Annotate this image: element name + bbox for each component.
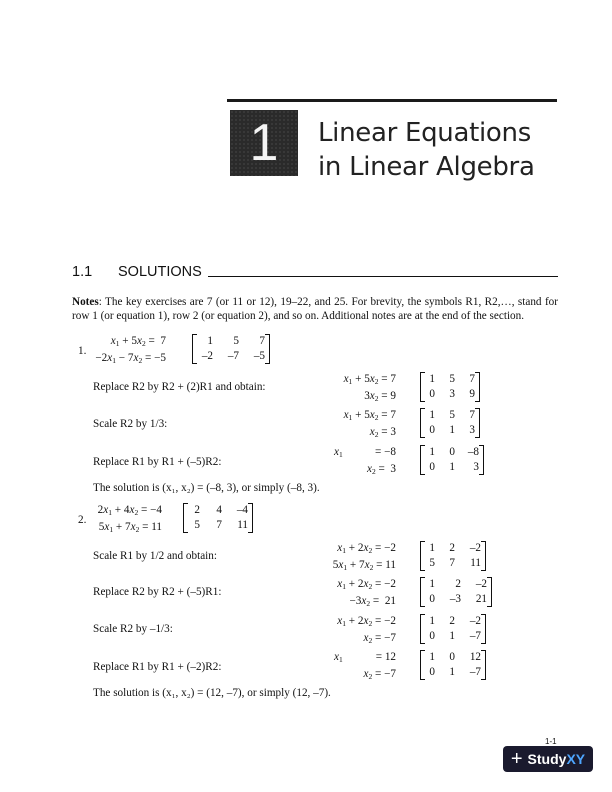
section-rule	[208, 276, 558, 277]
p1-matrix-step3: 1 0 –8 0 1 3	[420, 445, 484, 475]
p1-matrix-step1: 1 5 7 0 3 9	[420, 372, 480, 402]
brand-name: StudyXY	[527, 751, 586, 767]
p2-step-3: Scale R2 by –1/3:	[93, 623, 173, 635]
p2-step-4: Replace R1 by R1 + (–2)R2:	[93, 661, 222, 673]
p1-system-step2: $x_1 + 5x_2 = 7$ $x_2 = 3$	[343, 409, 396, 439]
problem-2-label: 2.	[78, 514, 87, 526]
section-heading	[72, 264, 558, 280]
p2-solution: The solution is (x₁, x₂) = (12, –7), or simply (12, –7).	[93, 687, 331, 699]
chapter-number-box	[230, 110, 298, 176]
chapter-title-line2: in Linear Algebra	[318, 152, 535, 182]
section-number: 1.1	[72, 264, 93, 280]
header-rule	[227, 99, 557, 102]
p2-matrix-original: 2 4 –4 5 7 11	[183, 503, 253, 533]
p2-system-step4: $x_1$ = 12 $x_2 = -7$	[334, 651, 396, 681]
p1-matrix-original: 1 5 7 –2 –7 –5	[192, 334, 270, 364]
chapter-title-line1: Linear Equations	[318, 118, 531, 148]
p2-system-step1: $x_1 + 2x_2 = -2$ $5x_1 + 7x_2 = 11$	[332, 542, 396, 572]
plus-icon: +	[510, 748, 523, 770]
p2-step-1: Scale R1 by 1/2 and obtain:	[93, 550, 217, 562]
p2-matrix-step1: 1 2 –2 5 7 11	[420, 541, 486, 571]
p2-system-original: $2x_1 + 4x_2 = -4$ $5x_1 + 7x_2 = 11$	[97, 504, 162, 534]
p2-system-step2: $x_1 + 2x_2 = -2$ $-3x_2 = 21$	[337, 578, 396, 608]
p2-matrix-step2: 1 2 –2 0 –3 21	[420, 577, 492, 607]
p1-matrix-step2: 1 5 7 0 1 3	[420, 408, 480, 438]
notes-paragraph	[72, 296, 558, 323]
p2-matrix-step4: 1 0 12 0 1 –7	[420, 650, 486, 680]
p2-system-step3: $x_1 + 2x_2 = -2$ $x_2 = -7$	[337, 615, 396, 645]
p1-solution: The solution is (x₁, x₂) = (–8, 3), or simply (–8, 3).	[93, 482, 320, 494]
p2-step-2: Replace R2 by R2 + (–5)R1:	[93, 586, 222, 598]
p1-step-1: Replace R2 by R2 + (2)R1 and obtain:	[93, 381, 266, 393]
p2-matrix-step3: 1 2 –2 0 1 –7	[420, 614, 486, 644]
notes-label: Notes	[72, 296, 99, 308]
notes-text: : The key exercises are 7 (or 11 or 12), 19–22, and 25. For brevity, the symbols R1, R2,…, stand for row 1 (or equation 1), row 2 (or equation 2), and so on. Additional notes are at the end of the section.	[72, 296, 558, 322]
studyxy-badge[interactable]	[503, 746, 593, 772]
p1-step-3: Replace R1 by R1 + (–5)R2:	[93, 456, 222, 468]
chapter-number: 1	[249, 114, 279, 172]
p1-step-2: Scale R2 by 1/3:	[93, 418, 168, 430]
problem-1-label: 1.	[78, 345, 87, 357]
chapter-title	[318, 116, 535, 184]
p1-system-step1: $x_1 + 5x_2 = 7$ $3x_2 = 9$	[343, 373, 396, 403]
p1-system-step3: $x_1$ = −8 $x_2 = 3$	[334, 446, 396, 476]
p1-system-original: $x_1 + 5x_2 = 7$ $-2x_1 - 7x_2 = -5$	[95, 335, 166, 365]
page-number: 1-1	[545, 737, 557, 746]
section-title: SOLUTIONS	[118, 264, 202, 280]
